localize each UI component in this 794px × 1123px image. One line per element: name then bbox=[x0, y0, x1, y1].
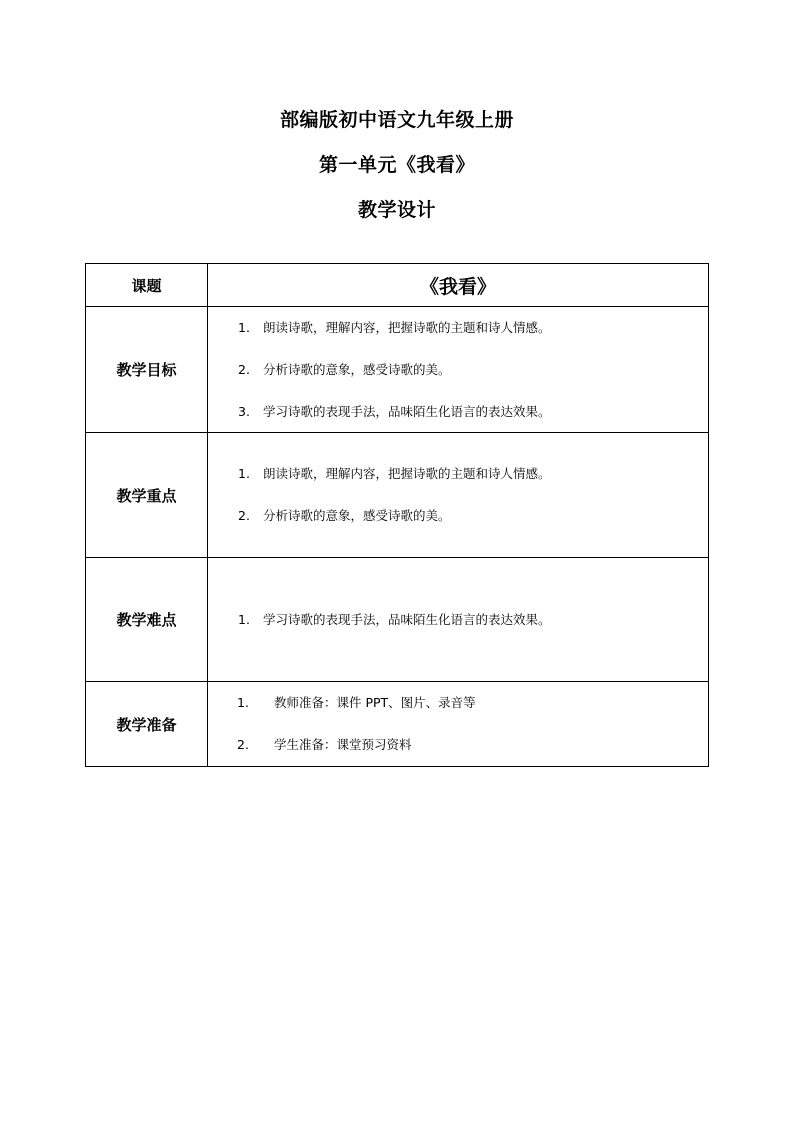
lesson-plan-table bbox=[85, 263, 709, 767]
row-key-points bbox=[86, 433, 709, 558]
cell-difficulties bbox=[208, 558, 709, 682]
list-item: 2. 学生准备：课堂预习资料 bbox=[237, 737, 412, 752]
list-item: 1. 学习诗歌的表现手法，品味陌生化语言的表达效果。 bbox=[238, 611, 551, 627]
difficulties-list bbox=[208, 612, 708, 628]
cell-key-points bbox=[208, 433, 709, 558]
label-preparation: 教学准备 bbox=[86, 682, 208, 767]
list-item: 2. 分析诗歌的意象，感受诗歌的美。 bbox=[238, 508, 451, 523]
preparation-list bbox=[208, 695, 708, 753]
label-topic: 课题 bbox=[86, 264, 208, 307]
row-objectives bbox=[86, 307, 709, 433]
title-line-design: 教学设计 bbox=[357, 199, 436, 221]
document-title bbox=[0, 100, 794, 235]
list-item: 1. 教师准备：课件 PPT、图片、录音等 bbox=[237, 695, 476, 710]
list-item: 3. 学习诗歌的表现手法，品味陌生化语言的表达效果。 bbox=[238, 403, 551, 419]
title-line-unit: 第一单元《我看》 bbox=[318, 154, 475, 176]
row-preparation bbox=[86, 682, 709, 767]
objectives-list bbox=[208, 320, 708, 420]
list-item: 1. 朗读诗歌，理解内容，把握诗歌的主题和诗人情感。 bbox=[238, 466, 551, 481]
label-difficulties: 教学难点 bbox=[86, 558, 208, 682]
cell-preparation bbox=[208, 682, 709, 767]
label-objectives: 教学目标 bbox=[86, 307, 208, 433]
title-line-grade: 部编版初中语文九年级上册 bbox=[279, 109, 514, 131]
list-item: 2. 分析诗歌的意象，感受诗歌的美。 bbox=[238, 361, 451, 377]
list-item: 1. 朗读诗歌，理解内容，把握诗歌的主题和诗人情感。 bbox=[238, 319, 551, 335]
row-topic bbox=[86, 264, 709, 307]
key-points-list bbox=[208, 466, 708, 524]
label-key-points: 教学重点 bbox=[86, 433, 208, 558]
value-topic: 《我看》 bbox=[208, 264, 709, 307]
cell-objectives bbox=[208, 307, 709, 433]
row-difficulties bbox=[86, 558, 709, 682]
